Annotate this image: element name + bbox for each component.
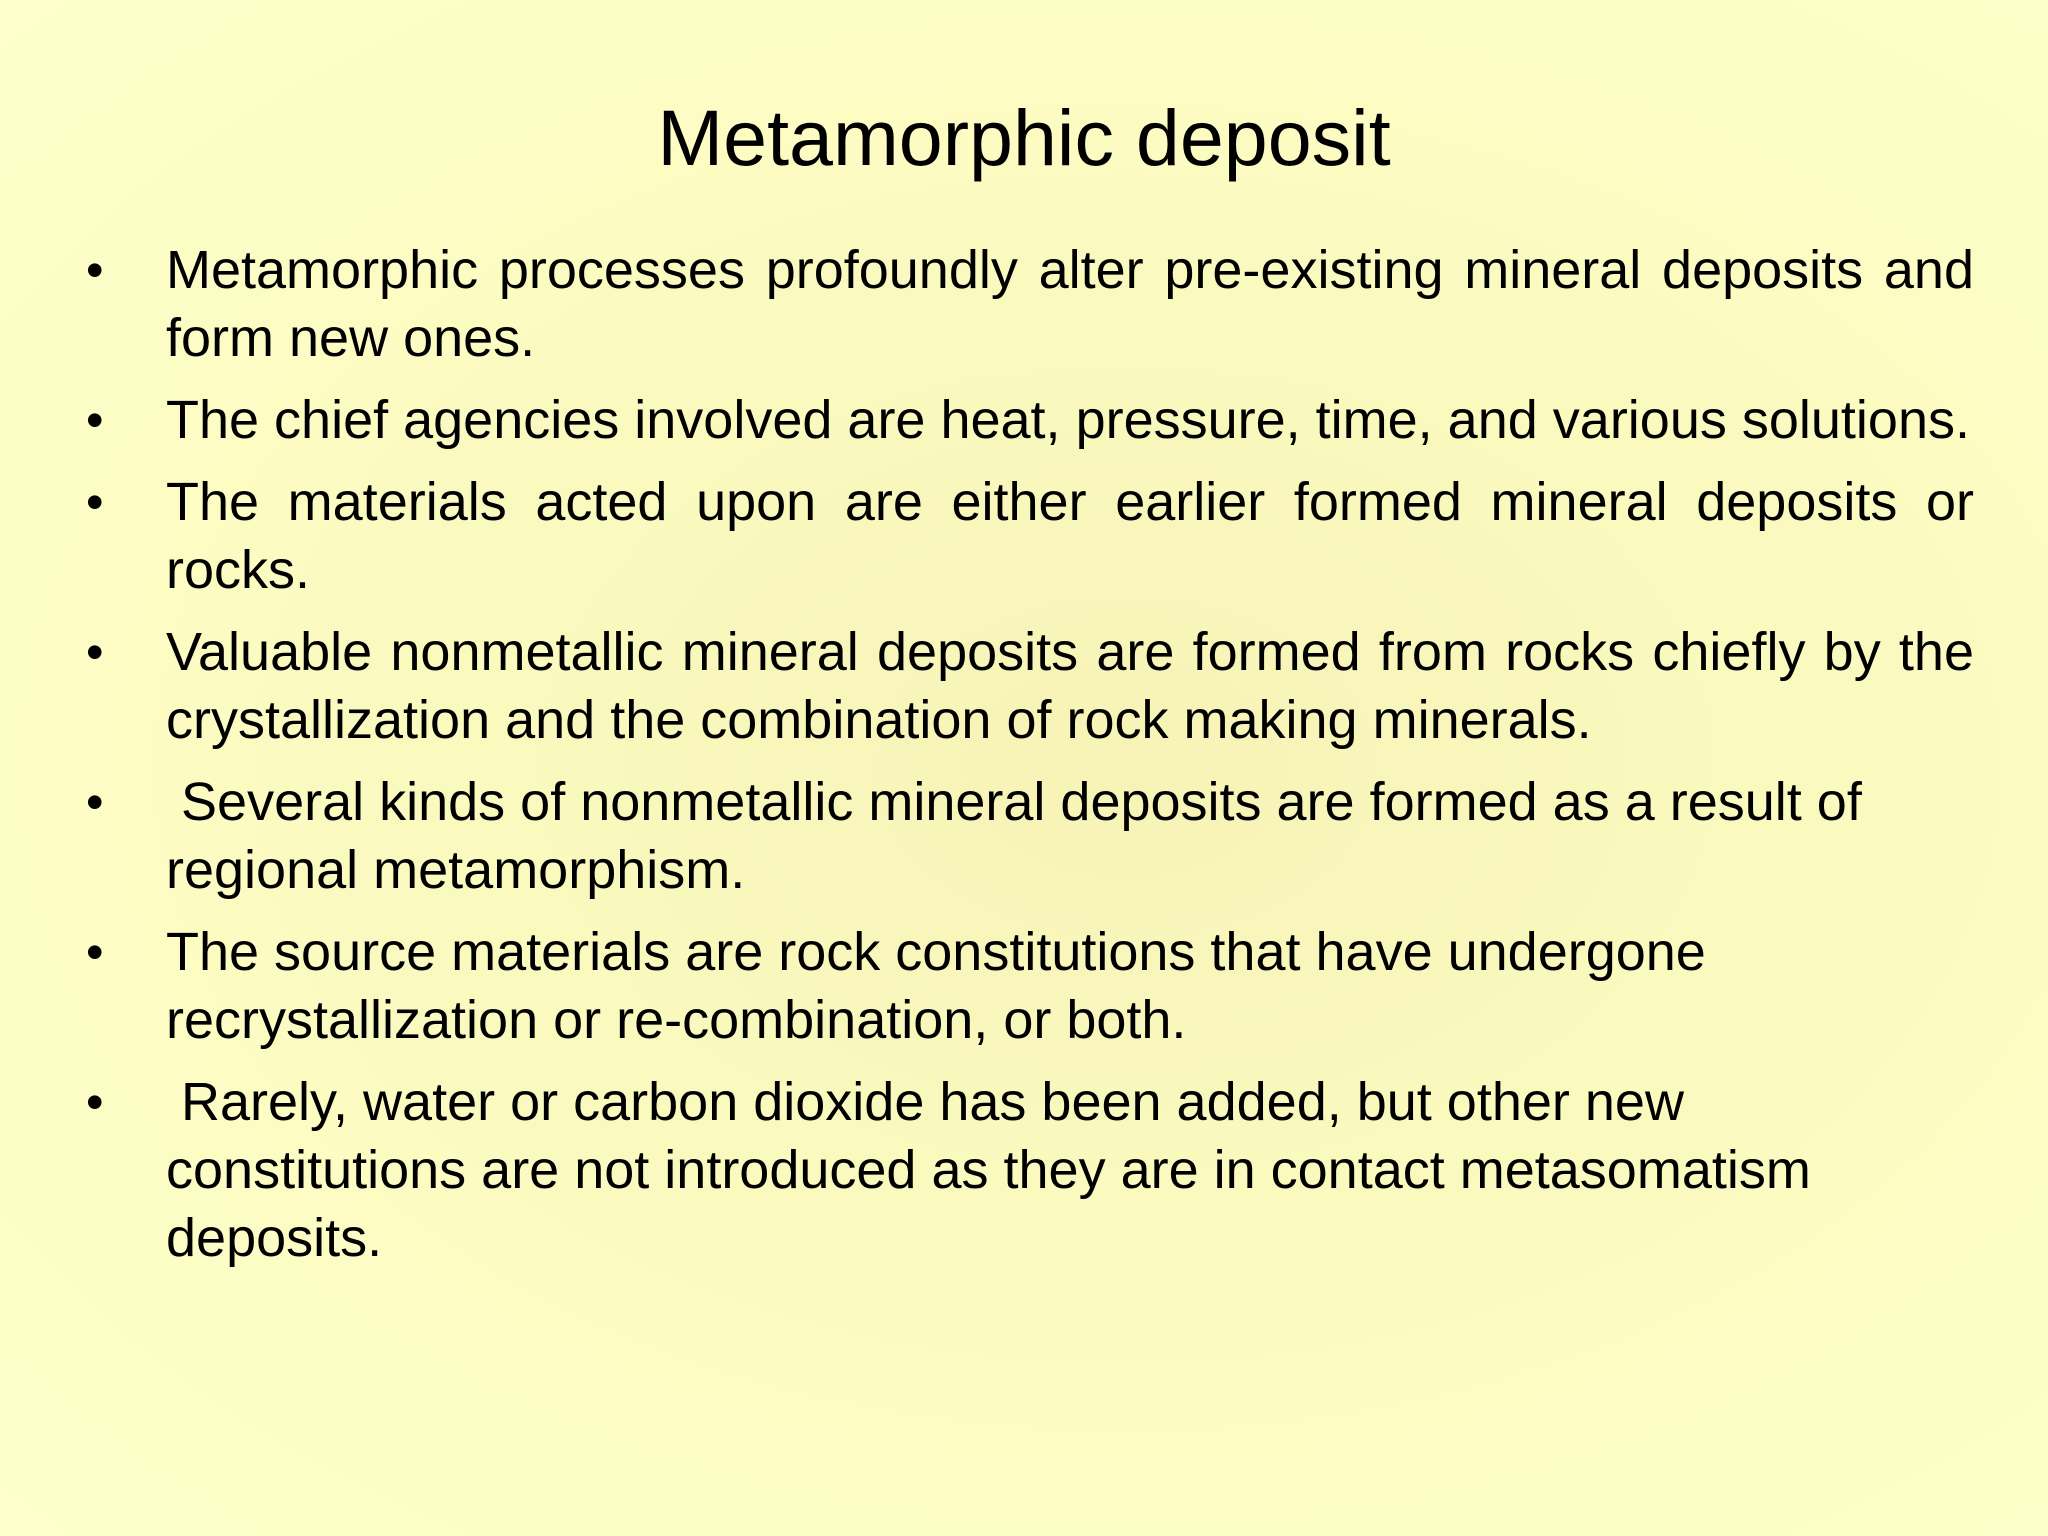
bullet-icon: • [86,1074,104,1130]
bullet-icon: • [86,242,104,298]
bullet-text: The materials acted upon are either earlier formed mineral deposits or rocks. [166,472,1990,600]
bullet-icon: • [86,774,104,830]
bullet-icon: • [86,924,104,980]
list-item [86,1068,1974,1272]
bullet-text: Valuable nonmetallic mineral deposits are formed from rocks chiefly by the crystallization and the combination of rock making minerals. [166,622,1990,750]
bullet-icon: • [86,392,104,448]
bullet-text: Several kinds of nonmetallic mineral deposits are formed as a result of regional metamorphism. [166,772,1877,900]
list-item [86,236,1990,372]
list-item [86,918,1974,1054]
list-item [86,468,1990,604]
bullet-list [86,236,1990,1286]
slide-title: Metamorphic deposit [657,93,1391,182]
bullet-text: The source materials are rock constitutions that have undergone recrystallization or re-combination, or both. [166,922,1721,1050]
list-item [86,618,1990,754]
bullet-text: Rarely, water or carbon dioxide has been added, but other new constitutions are not introduced as they are in contact metasomatism deposits. [166,1072,1826,1268]
bullet-text: The chief agencies involved are heat, pressure, time, and various solutions. [166,390,1970,450]
list-item [86,768,1974,904]
bullet-icon: • [86,624,104,680]
list-item [86,386,1974,454]
bullet-text: Metamorphic processes profoundly alter pre-existing mineral deposits and form new ones. [166,240,1990,368]
bullet-icon: • [86,474,104,530]
